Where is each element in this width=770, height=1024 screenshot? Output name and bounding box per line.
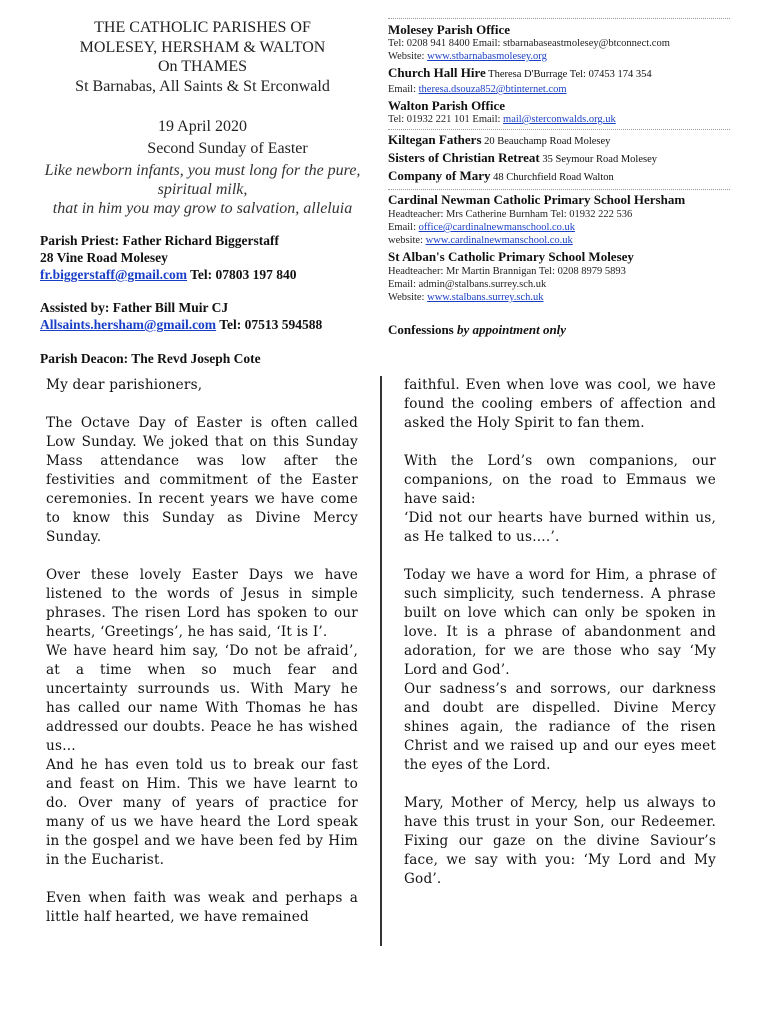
letter-paragraph: ‘Did not our hearts have burned within us, as He talked to us….’. xyxy=(404,510,716,545)
priest-email-link[interactable]: fr.biggerstaff@gmail.com xyxy=(40,267,188,282)
alban-head: Headteacher: Mr Martin Brannigan Tel: 0208 8979 5893 xyxy=(388,266,626,277)
letter-paragraph: We have heard him say, ‘Do not be afraid’, at a time when so much fear and uncertainty surrounds us. With Mary he has called our name With Thomas he has addressed our doubts. Peace he has wished us… xyxy=(46,643,358,754)
quote-line: Like newborn infants, you must long for the pure, xyxy=(44,162,361,179)
company-of-mary: Company of Mary 48 Churchfield Road Walton xyxy=(388,168,614,183)
alban-web: Website: www.stalbans.surrey.sch.uk xyxy=(388,292,544,303)
quote-line: spiritual milk, xyxy=(157,181,248,198)
letter-paragraph: Today we have a word for Him, a phrase of such simplicity, such tenderness. A phrase built on love which can only be spoken in love. It is a phrase of abandonment and adoration, for we are those who say ‘My Lord and God’. xyxy=(404,567,716,678)
priest-tel: Tel: 07803 197 840 xyxy=(187,267,297,282)
parish-title xyxy=(40,18,365,96)
walton-office-contact: Tel: 01932 221 101 Email: mail@sterconwalds.org.uk xyxy=(388,114,616,125)
molesey-office-tel: Tel: 0208 941 8400 Email: stbarnabaseastmolesey@btconnect.com xyxy=(388,38,670,49)
hall-email-link[interactable]: theresa.dsouza852@btinternet.com xyxy=(418,84,567,95)
hall-hire: Church Hall Hire Theresa D'Burrage Tel: 07453 174 354 xyxy=(388,65,652,80)
newman-web-link[interactable]: www.cardinalnewmanschool.co.uk xyxy=(425,235,573,246)
kiltegan-fathers: Kiltegan Fathers 20 Beauchamp Road Molesey xyxy=(388,132,611,147)
letter-paragraph: faithful. Even when love was cool, we have found the cooling embers of affection and asked the Holy Spirit to fan them. xyxy=(404,377,716,431)
molesey-office-title: Molesey Parish Office xyxy=(388,22,511,37)
divider xyxy=(388,189,730,190)
assistant-tel: Tel: 07513 594588 xyxy=(216,317,323,332)
bulletin-date: 19 April 2020 xyxy=(158,118,247,135)
column-divider xyxy=(380,376,382,946)
newman-email-link[interactable]: office@cardinalnewmanschool.co.uk xyxy=(418,222,576,233)
alban-web-link[interactable]: www.stalbans.surrey.sch.uk xyxy=(427,292,544,303)
alban-school-title: St Alban's Catholic Primary School Molesey xyxy=(388,249,634,264)
clergy-block xyxy=(40,232,365,367)
antiphon-quote xyxy=(40,161,365,218)
letter-paragraph: Over these lovely Easter Days we have listened to the words of Jesus in simple phrases. The risen Lord has spoken to our hearts, ‘Greetings’, he has said, ‘It is I’. xyxy=(46,567,358,640)
parish-priest: Parish Priest: Father Richard Biggerstaff xyxy=(40,233,279,248)
letter-paragraph: And he has even told us to break our fast and feast on Him. This we have learnt to do. Over many of years of practice for many of us we have heard the Lord speak in the gospel and we have been fed by Him in the Eucharist. xyxy=(46,757,358,868)
divider xyxy=(388,18,730,19)
molesey-office-web: Website: www.stbarnabasmolesey.org xyxy=(388,51,547,62)
priest-address: 28 Vine Road Molesey xyxy=(40,250,168,265)
newman-school-title: Cardinal Newman Catholic Primary School Hersham xyxy=(388,192,686,207)
newman-email: Email: office@cardinalnewmanschool.co.uk xyxy=(388,222,576,233)
alban-email: Email: admin@stalbans.surrey.sch.uk xyxy=(388,279,547,290)
header-right xyxy=(388,18,730,338)
liturgical-day: Second Sunday of Easter xyxy=(147,140,308,157)
assistant-email-link[interactable]: Allsaints.hersham@gmail.com xyxy=(40,317,217,332)
assistant-priest: Assisted by: Father Bill Muir CJ xyxy=(40,300,229,315)
newman-head: Headteacher: Mrs Catherine Burnham Tel: 01932 222 536 xyxy=(388,209,633,220)
parish-title-line: THE CATHOLIC PARISHES OF xyxy=(94,19,311,36)
header-left xyxy=(40,18,365,367)
parish-title-line: On THAMES xyxy=(157,58,248,75)
letter-column-right xyxy=(404,376,716,889)
newman-web: website: www.cardinalnewmanschool.co.uk xyxy=(388,235,573,246)
letter-paragraph: Even when faith was weak and perhaps a little half hearted, we have remained xyxy=(46,890,358,925)
sisters-retreat: Sisters of Christian Retreat 35 Seymour Road Molesey xyxy=(388,150,658,165)
hall-email: Email: theresa.dsouza852@btinternet.com xyxy=(388,84,567,95)
letter-paragraph: The Octave Day of Easter is often called Low Sunday. We joked that on this Sunday Mass attendance was low after the festivities and commitment of the Easter ceremonies. In recent years we have come to know this Sunday as Divine Mercy Sunday. xyxy=(46,415,358,545)
priest-contact xyxy=(40,266,365,283)
quote-line: that in him you may grow to salvation, alleluia xyxy=(52,200,353,217)
molesey-web-link[interactable]: www.stbarnabasmolesey.org xyxy=(427,51,547,62)
letter-greeting: My dear parishioners, xyxy=(46,377,203,393)
letter-paragraph: Mary, Mother of Mercy, help us always to have this trust in your Son, our Redeemer. Fixing our gaze on the divine Saviour’s face, we say with you: ‘My Lord and My God’. xyxy=(404,795,716,887)
assistant-contact xyxy=(40,316,365,333)
walton-email-link[interactable]: mail@sterconwalds.org.uk xyxy=(503,114,616,125)
walton-office-title: Walton Parish Office xyxy=(388,98,505,113)
letter-column-left xyxy=(46,376,358,927)
confessions-note: Confessions by appointment only xyxy=(388,322,567,337)
parish-deacon: Parish Deacon: The Revd Joseph Cote xyxy=(40,351,261,366)
letter-paragraph: Our sadness’s and sorrows, our darkness and doubt are dispelled. Divine Mercy shines again, the radiance of the risen Christ and we raised up and our eyes meet the eyes of the Lord. xyxy=(404,681,716,773)
divider xyxy=(388,129,730,130)
parish-title-line: St Barnabas, All Saints & St Erconwald xyxy=(75,77,330,95)
parish-title-line: MOLESEY, HERSHAM & WALTON xyxy=(79,38,326,56)
letter-paragraph: With the Lord’s own companions, our companions, on the road to Emmaus we have said: xyxy=(404,453,716,507)
